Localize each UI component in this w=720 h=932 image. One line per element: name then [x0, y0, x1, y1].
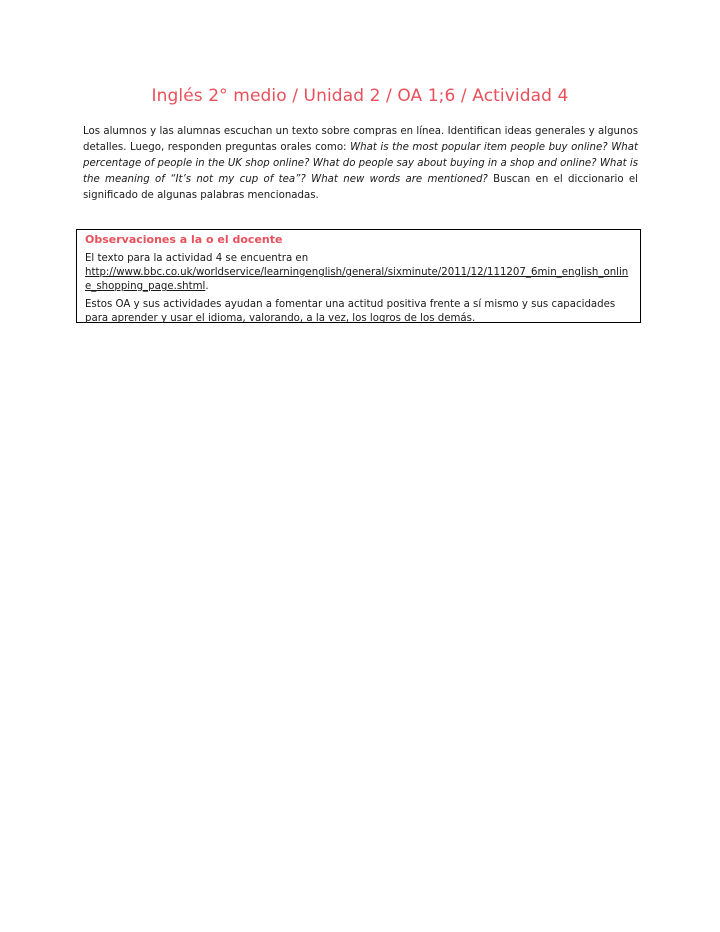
activity-description: [83, 124, 638, 204]
description-text: Los alumnos y las alumnas escuchan un texto sobre compras en línea. Identifican ideas generales y algunos detalles. Luego, responden preguntas orales como:: [83, 126, 638, 153]
observations-text-1: El texto para la actividad 4 se encuentra en: [85, 253, 309, 264]
teacher-observations-box: [76, 229, 641, 323]
observations-paragraph-1: [85, 252, 632, 294]
observations-paragraph-2: Estos OA y sus actividades ayudan a fomentar una actitud positiva frente a sí mismo y sus capacidades para aprender y usar el idioma, valorando, a la vez, los logros de los demás.: [85, 299, 616, 324]
page-title: Inglés 2° medio / Unidad 2 / OA 1;6 / Actividad 4: [151, 86, 569, 106]
observations-title: Observaciones a la o el docente: [85, 233, 283, 246]
resource-link[interactable]: http://www.bbc.co.uk/worldservice/learningenglish/general/sixminute/2011/12/111207_6min_english_online_shopping_page.shtml: [85, 267, 629, 292]
description-text-end: Buscan en el diccionario el significado de algunas palabras mencionadas.: [83, 174, 638, 201]
link-suffix: .: [205, 281, 209, 292]
example-questions: What is the most popular item people buy online? What percentage of people in the UK shop online? What do people say about buying in a shop and online? What is the meaning of “It’s not my cup of tea”? What new words are mentioned?: [83, 142, 638, 185]
